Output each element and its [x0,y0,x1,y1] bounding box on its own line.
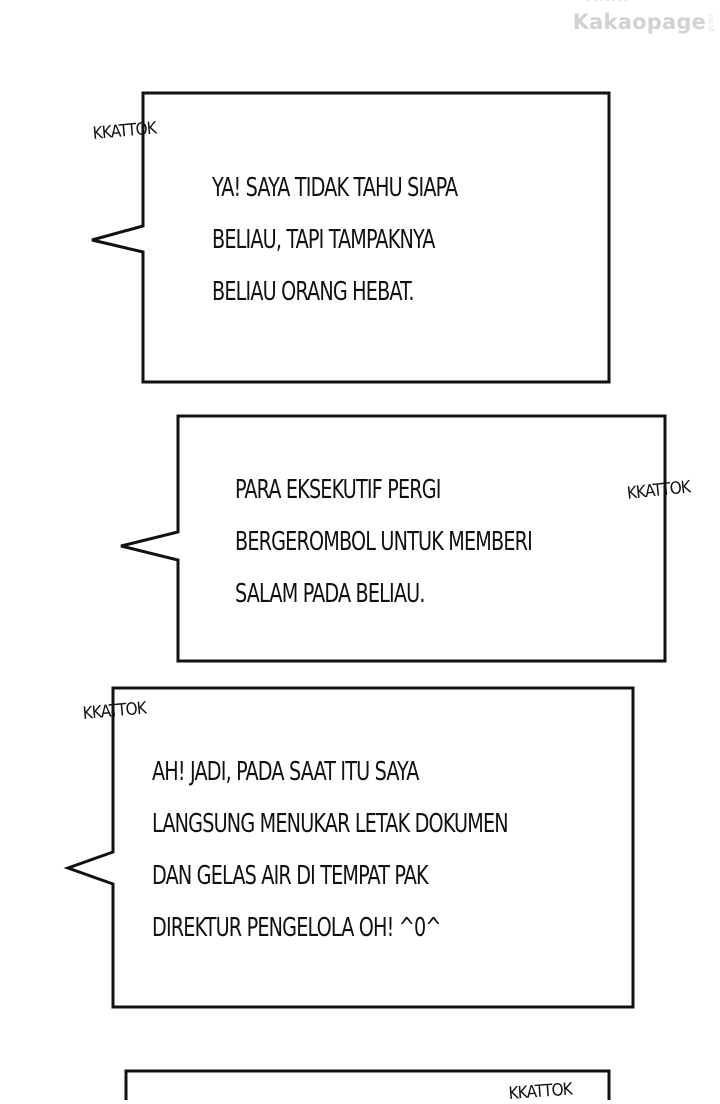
bubble-3-line-1: AH! JADI, PADA SAAT ITU SAYA [152,757,419,787]
bubble-2-line-1: PARA EKSEKUTIF PERGI [235,475,441,505]
bubble-3-line-4: DIREKTUR PENGELOLA OH! ^0^ [152,913,441,943]
bubble-1-line-1: YA! SAYA TIDAK TAHU SIAPA [212,173,458,203]
bubble-1-line-2: BELIAU, TAPI TAMPAKNYA [212,225,435,255]
watermark-suffix: .co.id [707,12,715,33]
watermark-brand: Kakaopage [572,10,706,34]
sfx-kkattok-1: KKATTOK [92,118,157,144]
bubble-2-line-2: BERGEROMBOL UNTUK MEMBERI [235,527,532,557]
bubble-1-line-3: BELIAU ORANG HEBAT. [212,277,414,307]
bubble-3-line-2: LANGSUNG MENUKAR LETAK DOKUMEN [152,809,508,839]
bubble-2-text [235,464,532,620]
sfx-kkattok-2: KKATTOK [626,477,692,504]
bubble-1-text [212,162,457,318]
bubble-3-text [152,746,508,954]
sfx-kkattok-3: KKATTOK [82,698,147,724]
bubble-2-line-3: SALAM PADA BELIAU. [235,579,425,609]
sfx-kkattok-4: KKATTOK [508,1079,573,1104]
bubble-3-line-3: DAN GELAS AIR DI TEMPAT PAK [152,861,428,891]
